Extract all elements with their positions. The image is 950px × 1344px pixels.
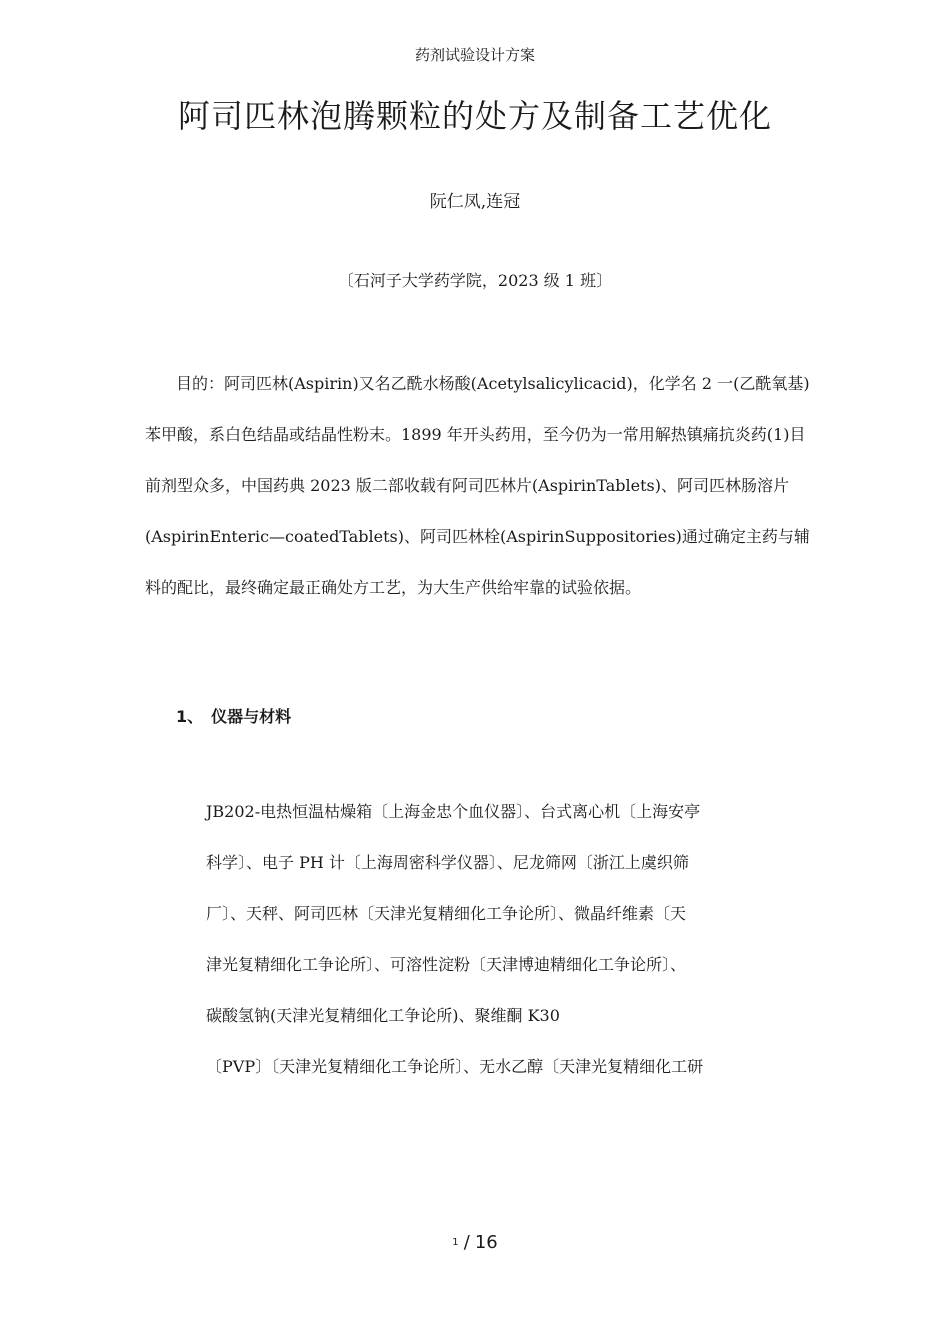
author-affiliation: 〔石河子大学药学院，2023 级 1 班〕 [337, 271, 613, 290]
author-list: 阮仁凤,连冠 [429, 192, 521, 212]
materials-line: 科学〕、电子 PH 计〔上海周密科学仪器〕、尼龙筛网〔浙江上虞织筛 [206, 853, 689, 872]
materials-line: 津光复精细化工争论所〕、可溶性淀粉〔天津博迪精细化工争论所〕、 [206, 955, 687, 974]
abstract-paragraph: 目的：阿司匹林(Aspirin)又名乙酰水杨酸(Acetylsalicylicacid)，化学名 2 一(乙酰氧基)苯甲酸，系白色结晶或结晶性粉末。1899 年开头药用，至今仍为一常用解热镇痛抗炎药(1)目前剂型众多，中国药典 2023 版二部收载有阿司匹林片(AspirinTablets)、阿司匹林肠溶片(AspirinEnteric—coatedTablets)、阿司匹林栓(AspirinSuppositories)通过确定主药与辅料的配比，最终确定最正确处方工艺，为大生产供给牢靠的试验依据。 [145, 374, 810, 597]
running-header: 药剂试验设计方案 [414, 46, 535, 64]
page-number [0, 1232, 950, 1253]
total-page-count: 16 [474, 1232, 498, 1253]
materials-paragraph [206, 786, 812, 1092]
materials-line: 〔PVP〕〔天津光复精细化工争论所〕、无水乙醇〔天津光复精细化工研 [206, 1057, 704, 1076]
materials-line: 厂〕、天秤、阿司匹林〔天津光复精细化工争论所〕、微晶纤维素〔天 [206, 904, 687, 923]
section-title: 仪器与材料 [211, 707, 292, 726]
page-separator: / [463, 1232, 470, 1253]
section-heading [176, 704, 291, 727]
materials-line: JB202-电热恒温枯燥箱〔上海金忠个血仪器〕、台式离心机〔上海安亭 [206, 802, 701, 821]
current-page-number: 1 [452, 1237, 459, 1248]
materials-line: 碳酸氢钠(天津光复精细化工争论所)、聚维酮 K30 [206, 1006, 560, 1025]
article-title: 阿司匹林泡腾颗粒的处方及制备工艺优化 [177, 97, 772, 135]
section-number: 1、 [176, 707, 204, 726]
